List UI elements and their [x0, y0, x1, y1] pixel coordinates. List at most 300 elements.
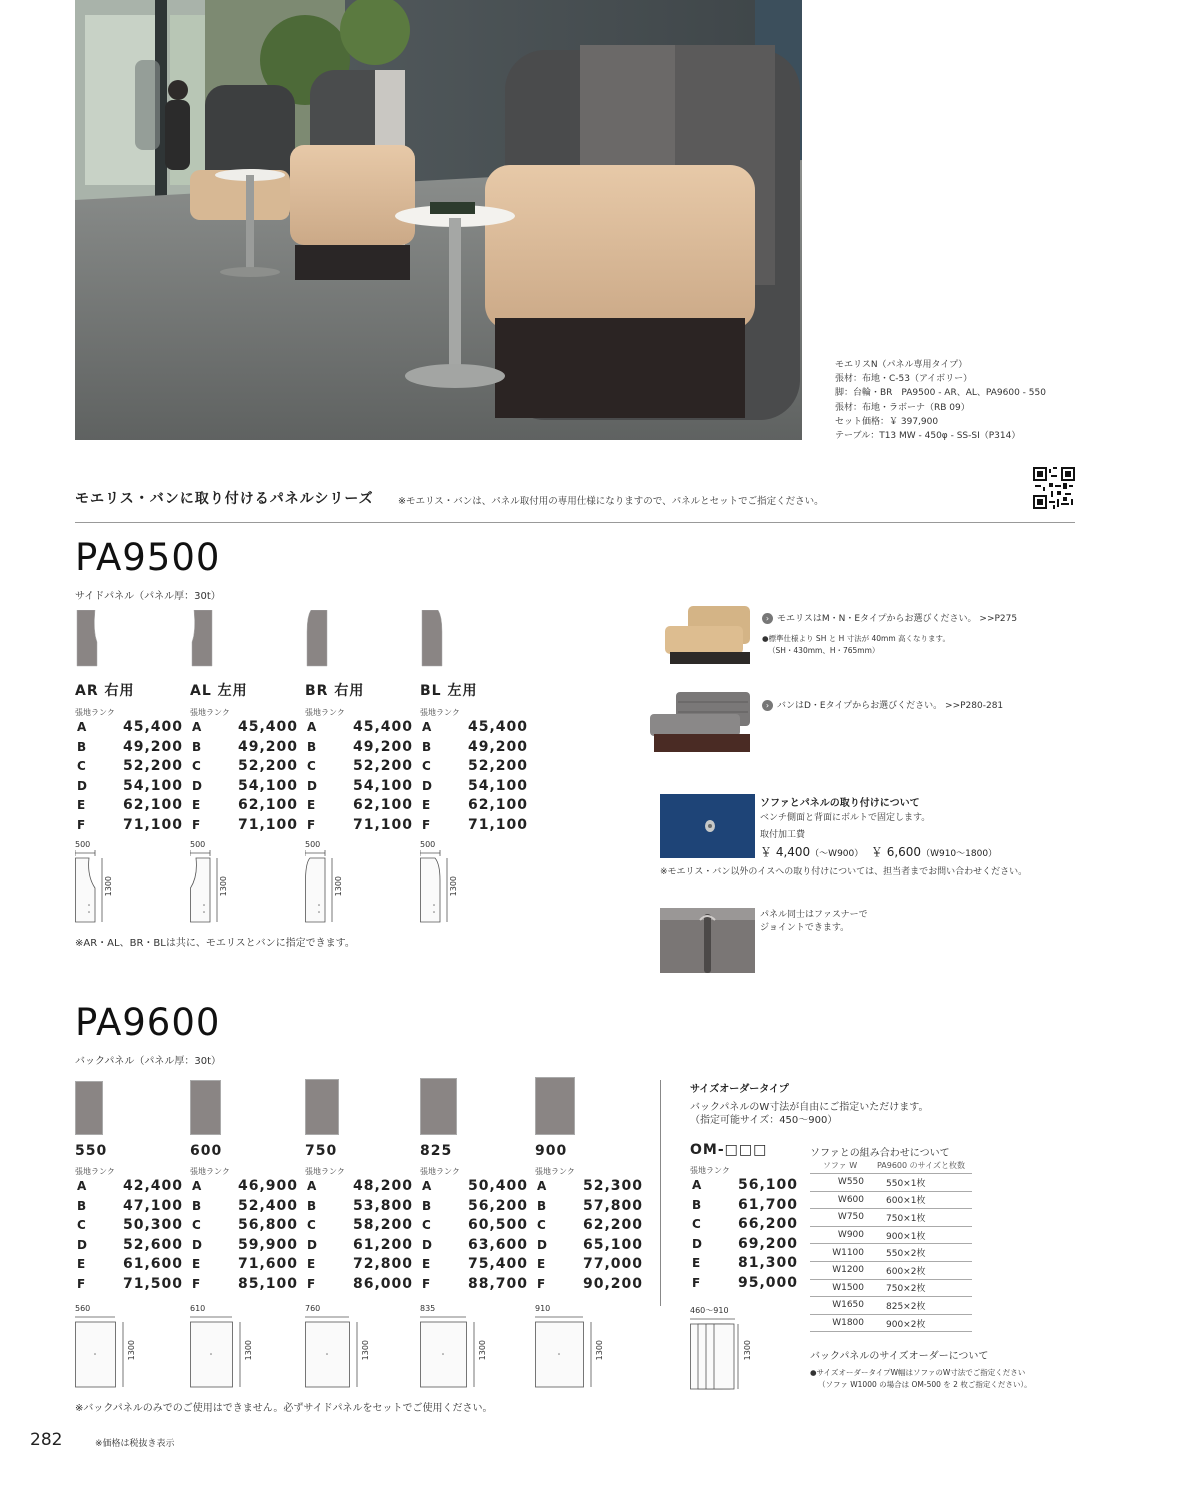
item-label: 900 [535, 1143, 568, 1159]
price-row [420, 816, 530, 836]
dimension-height: 1300 [219, 876, 228, 897]
dimension-height: 1300 [595, 1340, 604, 1361]
price-row [305, 1177, 415, 1197]
price-value: 52,300 [582, 1178, 643, 1194]
price-value: 71,600 [237, 1256, 298, 1273]
rank-label: 張地ランク [190, 708, 230, 717]
price-row [535, 1177, 645, 1197]
caption-line: 脚：台輪・BR PA9500 - AR、AL、PA9600 - 550 [835, 388, 1046, 399]
moeris-note-1: ●標準仕様より SH と H 寸法が 40mm 高くなります。 [762, 634, 950, 643]
size-order-title: サイズオーダータイプ [690, 1084, 789, 1095]
panel-combo: 750×2枚 [870, 1279, 972, 1297]
price-value: 72,800 [352, 1256, 413, 1273]
sofa-width: W1100 [810, 1244, 870, 1262]
grade-label: D [537, 1237, 548, 1252]
price-row [190, 777, 300, 797]
dimension-diagram [75, 1314, 129, 1392]
panel-swatch [420, 610, 530, 670]
pa9500-item [305, 610, 415, 836]
table-row [810, 1297, 972, 1315]
size-order-diagram [690, 1316, 740, 1390]
grade-label: F [77, 817, 87, 832]
price-value: 45,400 [467, 719, 528, 735]
moeris-note-2: （SH・430mm、H・765mm） [768, 646, 880, 655]
price-row [75, 1275, 185, 1295]
joint-line-1: パネル同士はファスナーで [760, 910, 868, 920]
grade-label: A [422, 1179, 433, 1193]
item-label: 550 [75, 1143, 108, 1159]
attach-fee-2: ￥ 6,600 [870, 845, 922, 859]
moeris-sofa-image [660, 604, 755, 666]
pa9500-footnote: ※AR・AL、BR・BLは共に、モエリスとバンに指定できます。 [75, 938, 355, 949]
panel-swatch [190, 610, 300, 670]
price-value: 48,200 [352, 1178, 413, 1194]
price-value: 95,000 [737, 1274, 798, 1291]
price-row [420, 1177, 530, 1197]
price-value: 52,400 [237, 1197, 298, 1214]
grade-label: D [77, 1237, 88, 1252]
pa9600-item [420, 1075, 530, 1295]
rank-label: 張地ランク [190, 1167, 230, 1176]
price-row [535, 1197, 645, 1217]
pa9500-item [420, 610, 530, 836]
panel-swatch [305, 610, 415, 670]
price-row [305, 777, 415, 797]
panel-swatch [75, 610, 185, 670]
pa9500-item [190, 610, 300, 836]
price-row [420, 757, 530, 777]
panel-combo: 550×2枚 [870, 1244, 972, 1262]
grade-label: F [192, 1276, 202, 1291]
price-row [305, 718, 415, 738]
price-row [75, 1255, 185, 1275]
price-value: 81,300 [737, 1255, 798, 1272]
pa9600-model-name: PA9600 [75, 1001, 221, 1044]
order-title: バックパネルのサイズオーダーについて [810, 1351, 989, 1362]
panel-combo: 600×2枚 [870, 1261, 972, 1279]
price-row [535, 1216, 645, 1236]
rank-label: 張地ランク [420, 1167, 460, 1176]
grade-label: F [692, 1275, 702, 1290]
table-row [810, 1279, 972, 1297]
grade-label: F [422, 817, 432, 832]
pa9500-item [75, 610, 185, 836]
grade-label: E [307, 798, 317, 813]
price-row [75, 1197, 185, 1217]
table-row [810, 1261, 972, 1279]
panel-combo: 825×2枚 [870, 1297, 972, 1315]
sofa-width: W1800 [810, 1314, 870, 1332]
price-value: 71,500 [122, 1275, 183, 1292]
price-value: 86,000 [352, 1275, 413, 1292]
price-value: 71,100 [467, 816, 528, 833]
price-value: 45,400 [237, 719, 298, 735]
price-row [535, 1255, 645, 1275]
item-label: BL 左用 [420, 683, 478, 699]
price-value: 61,700 [737, 1196, 798, 1213]
grade-label: E [537, 1257, 547, 1272]
grade-label: C [692, 1217, 702, 1232]
price-value: 54,100 [352, 777, 413, 794]
grade-label: E [422, 1257, 432, 1272]
rank-label: 張地ランク [75, 1167, 115, 1176]
panel-combo: 900×2枚 [870, 1314, 972, 1332]
price-value: 50,400 [467, 1178, 528, 1194]
grade-label: A [307, 720, 318, 734]
price-row [190, 1236, 300, 1256]
grade-label: A [692, 1178, 703, 1192]
section-divider [75, 522, 1075, 523]
price-row [690, 1196, 800, 1216]
grade-label: A [307, 1179, 318, 1193]
price-value: 59,900 [237, 1236, 298, 1253]
rank-label: 張地ランク [690, 1166, 730, 1175]
price-row [75, 777, 185, 797]
grade-label: B [692, 1197, 703, 1212]
hero-photo [75, 0, 802, 440]
price-value: 56,800 [237, 1217, 298, 1234]
grade-label: B [422, 739, 433, 754]
price-value: 85,100 [237, 1275, 298, 1292]
price-row [75, 816, 185, 836]
sofa-width: W1200 [810, 1261, 870, 1279]
grade-label: B [307, 739, 318, 754]
pa9600-footnote: ※バックパネルのみでのご使用はできません。必ずサイドパネルをセットでご使用ください。 [75, 1403, 493, 1414]
dimension-height: 1300 [244, 1340, 253, 1361]
grade-label: C [537, 1218, 547, 1233]
dimension-height: 1300 [478, 1340, 487, 1361]
grade-label: F [422, 1276, 432, 1291]
grade-label: C [422, 759, 432, 774]
price-row [190, 1275, 300, 1295]
price-row [75, 1177, 185, 1197]
price-value: 69,200 [737, 1235, 798, 1252]
price-row [190, 738, 300, 758]
price-row [190, 718, 300, 738]
price-value: 54,100 [467, 777, 528, 794]
grade-label: A [77, 1179, 88, 1193]
dimension-width: 910 [535, 1304, 551, 1313]
price-row [690, 1254, 800, 1274]
pa9600-item [75, 1075, 185, 1295]
price-value: 71,100 [122, 816, 183, 833]
price-row [190, 1255, 300, 1275]
size-order-desc-2: （指定可能サイズ：450～900） [690, 1115, 838, 1126]
price-value: 49,200 [352, 738, 413, 755]
price-row [690, 1274, 800, 1294]
price-row [420, 1275, 530, 1295]
price-row [75, 757, 185, 777]
size-order-label: OM-□□□ [690, 1142, 768, 1158]
price-value: 63,600 [467, 1236, 528, 1253]
grade-label: D [307, 1237, 318, 1252]
grade-label: C [422, 1218, 432, 1233]
grade-label: B [307, 1198, 318, 1213]
price-row [305, 796, 415, 816]
price-value: 65,100 [582, 1236, 643, 1253]
price-value: 52,200 [352, 758, 413, 775]
combo-head-sofa: ソファ W [822, 1161, 858, 1170]
price-row [535, 1275, 645, 1295]
size-order-column [690, 1142, 800, 1294]
page-number: 282 [30, 1430, 63, 1450]
sofa-width: W1500 [810, 1279, 870, 1297]
item-label: 750 [305, 1143, 338, 1159]
price-value: 66,200 [737, 1216, 798, 1233]
panel-combo: 550×1枚 [870, 1174, 972, 1192]
dimension-width: 835 [420, 1304, 436, 1313]
table-row [810, 1174, 972, 1192]
grade-label: A [77, 720, 88, 734]
price-row [305, 757, 415, 777]
panel-combo: 750×1枚 [870, 1209, 972, 1227]
table-row [810, 1314, 972, 1332]
pa9600-subtitle: バックパネル（パネル厚：30t） [75, 1056, 222, 1067]
price-value: 71,100 [237, 816, 298, 833]
price-row [75, 738, 185, 758]
section-note: ※モエリス・バンは、パネル取付用の専用仕様になりますので、パネルとセットでご指定ください。 [398, 496, 824, 507]
caption-line: モエリスN（パネル専用タイプ） [835, 360, 968, 370]
price-row [420, 738, 530, 758]
grade-label: D [192, 778, 203, 793]
grade-label: A [192, 1179, 203, 1193]
grade-label: C [192, 759, 202, 774]
price-value: 49,200 [237, 738, 298, 755]
price-row [75, 1236, 185, 1256]
price-value: 75,400 [467, 1256, 528, 1273]
panel-combo: 600×1枚 [870, 1191, 972, 1209]
sofa-width: W600 [810, 1191, 870, 1209]
dimension-width: 500 [75, 840, 91, 849]
price-value: 49,200 [122, 738, 183, 755]
price-value: 60,500 [467, 1217, 528, 1234]
fastener-joint-image [660, 908, 755, 973]
price-value: 46,900 [237, 1178, 298, 1194]
pa9600-item [535, 1075, 645, 1295]
grade-label: D [692, 1236, 703, 1251]
attach-desc: ベンチ側面と背面にボルトで固定します。 [760, 813, 931, 823]
price-row [690, 1215, 800, 1235]
grade-label: C [192, 1218, 202, 1233]
pa9600-item [190, 1075, 300, 1295]
price-row [190, 1197, 300, 1217]
grade-label: B [77, 1198, 88, 1213]
price-value: 52,200 [122, 758, 183, 775]
price-row [190, 816, 300, 836]
price-row [305, 1216, 415, 1236]
grade-label: C [307, 1218, 317, 1233]
dimension-height: 1300 [127, 1340, 136, 1361]
grade-label: B [77, 739, 88, 754]
price-value: 49,200 [467, 738, 528, 755]
section-title: モエリス・バンに取り付けるパネルシリーズ [75, 491, 374, 507]
moeris-link[interactable] [762, 611, 1017, 624]
caption-line: テーブル：T13 MW - 450φ - SS-SI（P314） [835, 431, 1021, 442]
tax-note: ※価格は税抜き表示 [95, 1439, 175, 1449]
grade-label: F [77, 1276, 87, 1291]
sofa-width: W900 [810, 1226, 870, 1244]
attach-title: ソファとパネルの取り付けについて [760, 798, 920, 809]
grade-label: E [692, 1256, 702, 1271]
size-order-desc-1: バックパネルのW寸法が自由にご指定いただけます。 [690, 1102, 929, 1113]
attach-fee-1: ￥ 4,400 [760, 845, 811, 859]
panel-combo: 900×1枚 [870, 1226, 972, 1244]
attach-note: ※モエリス・バン以外のイスへの取り付けについては、担当者までお問い合わせください。 [660, 867, 1028, 877]
combo-table [810, 1158, 972, 1332]
price-row [420, 1197, 530, 1217]
price-value: 56,200 [467, 1197, 528, 1214]
price-value: 58,200 [352, 1217, 413, 1234]
sofa-width: W750 [810, 1209, 870, 1227]
price-value: 61,600 [122, 1256, 183, 1273]
ban-sofa-image [648, 688, 754, 754]
caption-line: セット価格：￥ 397,900 [835, 416, 939, 427]
price-value: 62,100 [122, 797, 183, 814]
dimension-diagram [305, 1314, 363, 1392]
grade-label: A [537, 1179, 548, 1193]
grade-label: E [307, 1257, 317, 1272]
price-value: 54,100 [237, 777, 298, 794]
dimension-height: 1300 [361, 1340, 370, 1361]
dimension-height: 1300 [449, 876, 458, 897]
order-note-2: （ソファ W1000 の場合は OM-500 を 2 枚ご指定ください）。 [818, 1380, 1032, 1389]
table-row [810, 1209, 972, 1227]
grade-label: B [422, 1198, 433, 1213]
grade-label: A [422, 720, 433, 734]
price-row [420, 777, 530, 797]
panel-swatch [75, 1075, 185, 1135]
pa9600-item [305, 1075, 415, 1295]
price-row [305, 1236, 415, 1256]
dimension-width: 610 [190, 1304, 206, 1313]
price-value: 54,100 [122, 777, 183, 794]
price-value: 77,000 [582, 1256, 643, 1273]
arrow-circle-icon: › [762, 613, 773, 624]
grade-label: C [77, 1218, 87, 1233]
item-label: AL 左用 [190, 683, 248, 699]
dimension-diagram [420, 1314, 480, 1392]
grade-label: E [77, 798, 87, 813]
price-value: 52,200 [237, 758, 298, 775]
price-value: 62,100 [467, 797, 528, 814]
price-row [190, 757, 300, 777]
price-value: 90,200 [582, 1275, 643, 1292]
grade-label: D [422, 778, 433, 793]
attach-fee-label: 取付加工費 [760, 830, 806, 840]
table-row [810, 1191, 972, 1209]
qr-code[interactable] [1033, 467, 1075, 509]
price-row [420, 718, 530, 738]
column-divider [660, 1080, 661, 1306]
price-value: 53,800 [352, 1197, 413, 1214]
order-note-1: ●サイズオーダータイプW幅はソファのW寸法でご指定ください [810, 1368, 1026, 1377]
table-row [810, 1244, 972, 1262]
pa9500-subtitle: サイドパネル（パネル厚：30t） [75, 591, 221, 602]
price-value: 88,700 [467, 1275, 528, 1292]
caption-line: 張材：布地・C-53（アイボリー） [835, 374, 973, 385]
price-row [535, 1236, 645, 1256]
price-row [75, 1216, 185, 1236]
price-value: 52,600 [122, 1236, 183, 1253]
price-row [305, 1255, 415, 1275]
price-row [420, 796, 530, 816]
price-row [190, 1216, 300, 1236]
grade-label: E [77, 1257, 87, 1272]
dimension-height: 1300 [104, 876, 113, 897]
ban-link[interactable] [762, 698, 1003, 711]
price-row [305, 816, 415, 836]
price-value: 50,300 [122, 1217, 183, 1234]
dimension-width: 500 [305, 840, 321, 849]
grade-label: B [192, 1198, 203, 1213]
sofa-width: W550 [810, 1174, 870, 1192]
panel-swatch [305, 1075, 415, 1135]
grade-label: C [77, 759, 87, 774]
ban-text: バンはD・Eタイプからお選びください。 >>P280-281 [777, 701, 1004, 711]
price-value: 62,200 [582, 1217, 643, 1234]
item-label: 825 [420, 1143, 453, 1159]
pa9500-model-name: PA9500 [75, 536, 221, 579]
grade-label: F [307, 817, 317, 832]
price-value: 42,400 [122, 1178, 183, 1194]
panel-swatch [190, 1075, 300, 1135]
size-order-height: 1300 [743, 1340, 752, 1361]
attach-fee-2-range: （W910～1800） [921, 849, 998, 859]
price-value: 57,800 [582, 1197, 643, 1214]
dimension-width: 500 [190, 840, 206, 849]
grade-label: B [192, 739, 203, 754]
grade-label: A [192, 720, 203, 734]
panel-swatch [535, 1075, 645, 1135]
price-row [420, 1216, 530, 1236]
price-value: 71,100 [352, 816, 413, 833]
price-row [75, 718, 185, 738]
sofa-width: W1650 [810, 1297, 870, 1315]
price-row [690, 1176, 800, 1196]
grade-label: F [307, 1276, 317, 1291]
bolt-detail-image [660, 794, 755, 858]
price-row [690, 1235, 800, 1255]
grade-label: F [537, 1276, 547, 1291]
price-value: 62,100 [237, 797, 298, 814]
price-value: 62,100 [352, 797, 413, 814]
grade-label: D [77, 778, 88, 793]
dimension-width: 500 [420, 840, 436, 849]
price-value: 56,100 [737, 1177, 798, 1193]
combo-head-panel: PA9600 のサイズと枚数 [876, 1161, 966, 1170]
attach-fee [760, 843, 997, 860]
price-value: 47,100 [122, 1197, 183, 1214]
rank-label: 張地ランク [305, 1167, 345, 1176]
caption-line: 張材：布地・ラボーナ（RB 09） [835, 402, 970, 413]
item-label: BR 右用 [305, 683, 365, 699]
rank-label: 張地ランク [75, 708, 115, 717]
price-row [420, 1236, 530, 1256]
price-value: 52,200 [467, 758, 528, 775]
grade-label: C [307, 759, 317, 774]
rank-label: 張地ランク [305, 708, 345, 717]
price-value: 45,400 [122, 719, 183, 735]
grade-label: F [192, 817, 202, 832]
arrow-circle-icon: › [762, 700, 773, 711]
price-row [190, 796, 300, 816]
item-label: 600 [190, 1143, 223, 1159]
table-row [810, 1226, 972, 1244]
grade-label: D [307, 778, 318, 793]
combo-title: ソファとの組み合わせについて [810, 1148, 950, 1159]
dimension-height: 1300 [334, 876, 343, 897]
grade-label: E [192, 798, 202, 813]
